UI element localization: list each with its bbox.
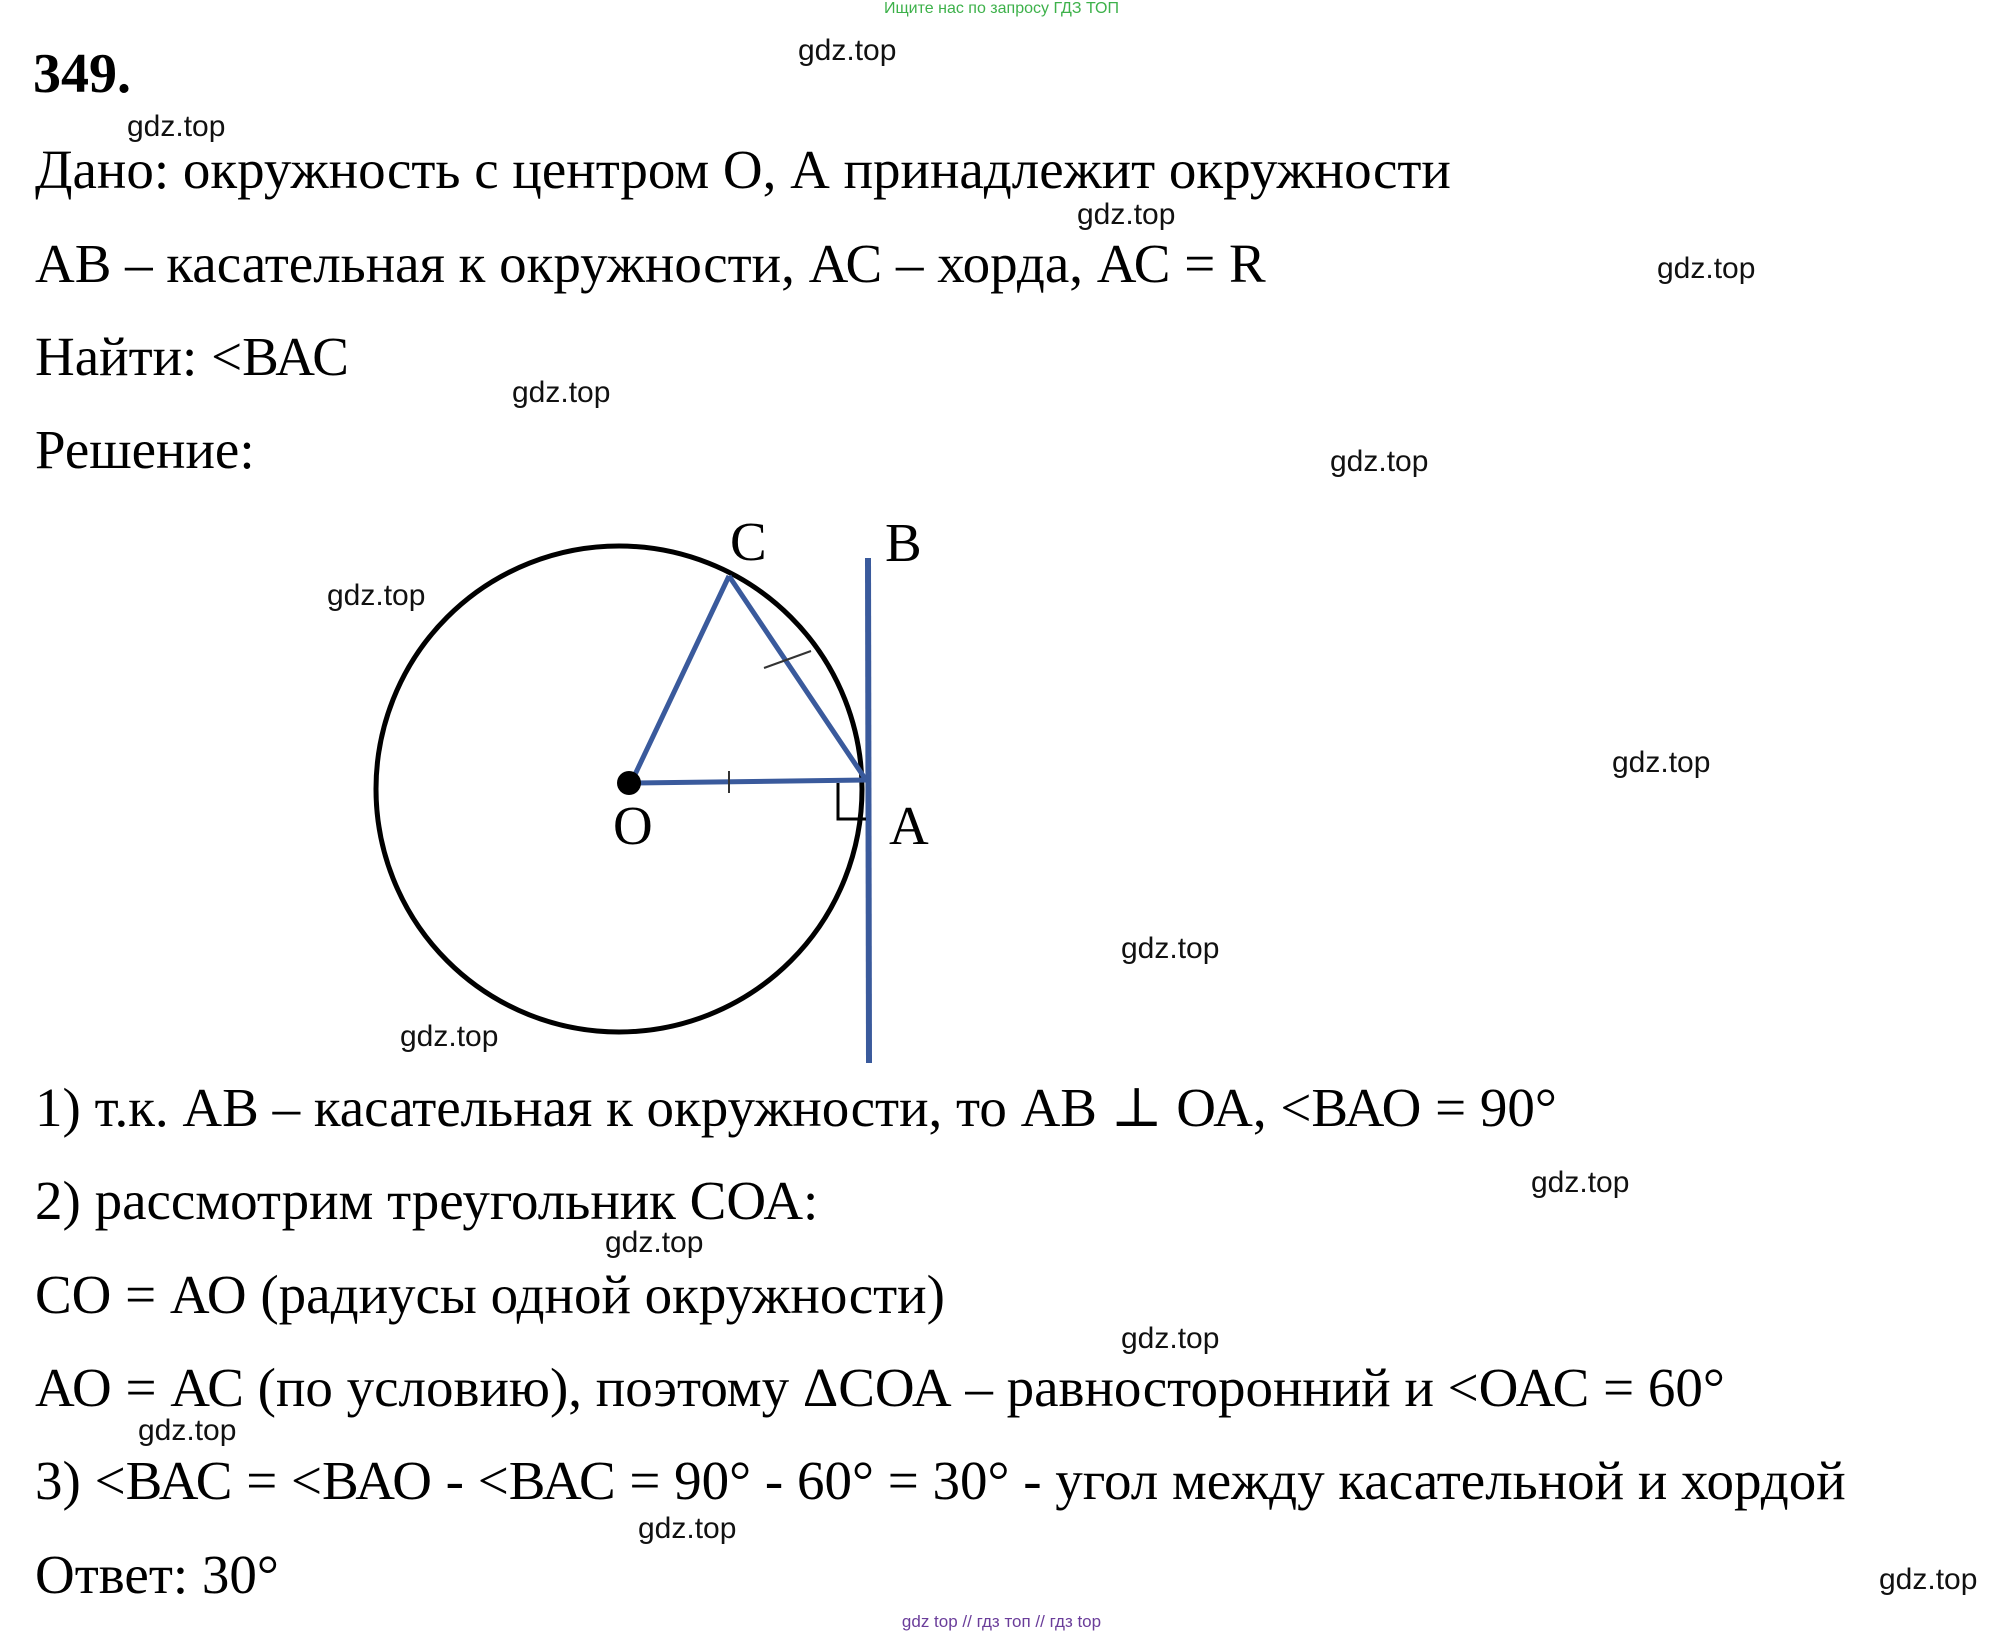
watermark: gdz.top	[1077, 198, 1176, 231]
label-b: B	[885, 512, 922, 573]
label-a: A	[889, 795, 929, 856]
problem-number: 349.	[33, 43, 131, 105]
watermark: gdz.top	[1879, 1563, 1978, 1596]
watermark: gdz.top	[1657, 252, 1756, 285]
top-banner: Ищите нас по запросу ГДЗ ТОП	[884, 0, 1119, 17]
watermark: gdz.top	[1121, 932, 1220, 965]
find-line: Найти: <ВАС	[35, 326, 349, 387]
label-o: O	[613, 795, 653, 856]
watermark: gdz.top	[638, 1512, 737, 1545]
given-line-2: АВ – касательная к окружности, АС – хорда, АС = R	[35, 233, 1266, 294]
watermark: gdz.top	[1531, 1166, 1630, 1199]
segment-ca	[729, 576, 866, 780]
segment-oa	[631, 780, 866, 783]
label-c: C	[730, 511, 767, 572]
watermark: gdz.top	[798, 34, 897, 67]
watermark: gdz.top	[138, 1414, 237, 1447]
center-point	[617, 771, 641, 795]
watermark: gdz.top	[127, 110, 226, 143]
watermark: gdz.top	[1612, 746, 1711, 779]
step-2a: СО = АО (радиусы одной окружности)	[35, 1264, 945, 1325]
step-3: 3) <ВАС = <ВАО - <ВАС = 90° - 60° = 30° - угол между касательной и хордой	[35, 1450, 1846, 1511]
step-2: 2) рассмотрим треугольник СОА:	[35, 1170, 819, 1231]
step-1: 1) т.к. АВ – касательная к окружности, то АВ ⊥ ОА, <ВАО = 90°	[35, 1077, 1557, 1138]
solution-title: Решение:	[35, 419, 255, 480]
bottom-banner: gdz top // гдз топ // гдз top	[901, 1612, 1102, 1631]
segment-oc	[631, 576, 729, 783]
watermark: gdz.top	[327, 579, 426, 612]
watermark: gdz.top	[400, 1020, 499, 1053]
watermark: gdz.top	[512, 376, 611, 409]
step-2b: АО = АС (по условию), поэтому ΔСОА – равносторонний и <ОАС = 60°	[35, 1357, 1725, 1418]
answer: Ответ: 30°	[35, 1544, 279, 1605]
watermark: gdz.top	[605, 1226, 704, 1259]
given-line-1: Дано: окружность с центром О, А принадлежит окружности	[35, 139, 1451, 200]
watermark: gdz.top	[1330, 445, 1429, 478]
tangent-line-ab	[868, 558, 869, 1063]
watermark: gdz.top	[1121, 1322, 1220, 1355]
